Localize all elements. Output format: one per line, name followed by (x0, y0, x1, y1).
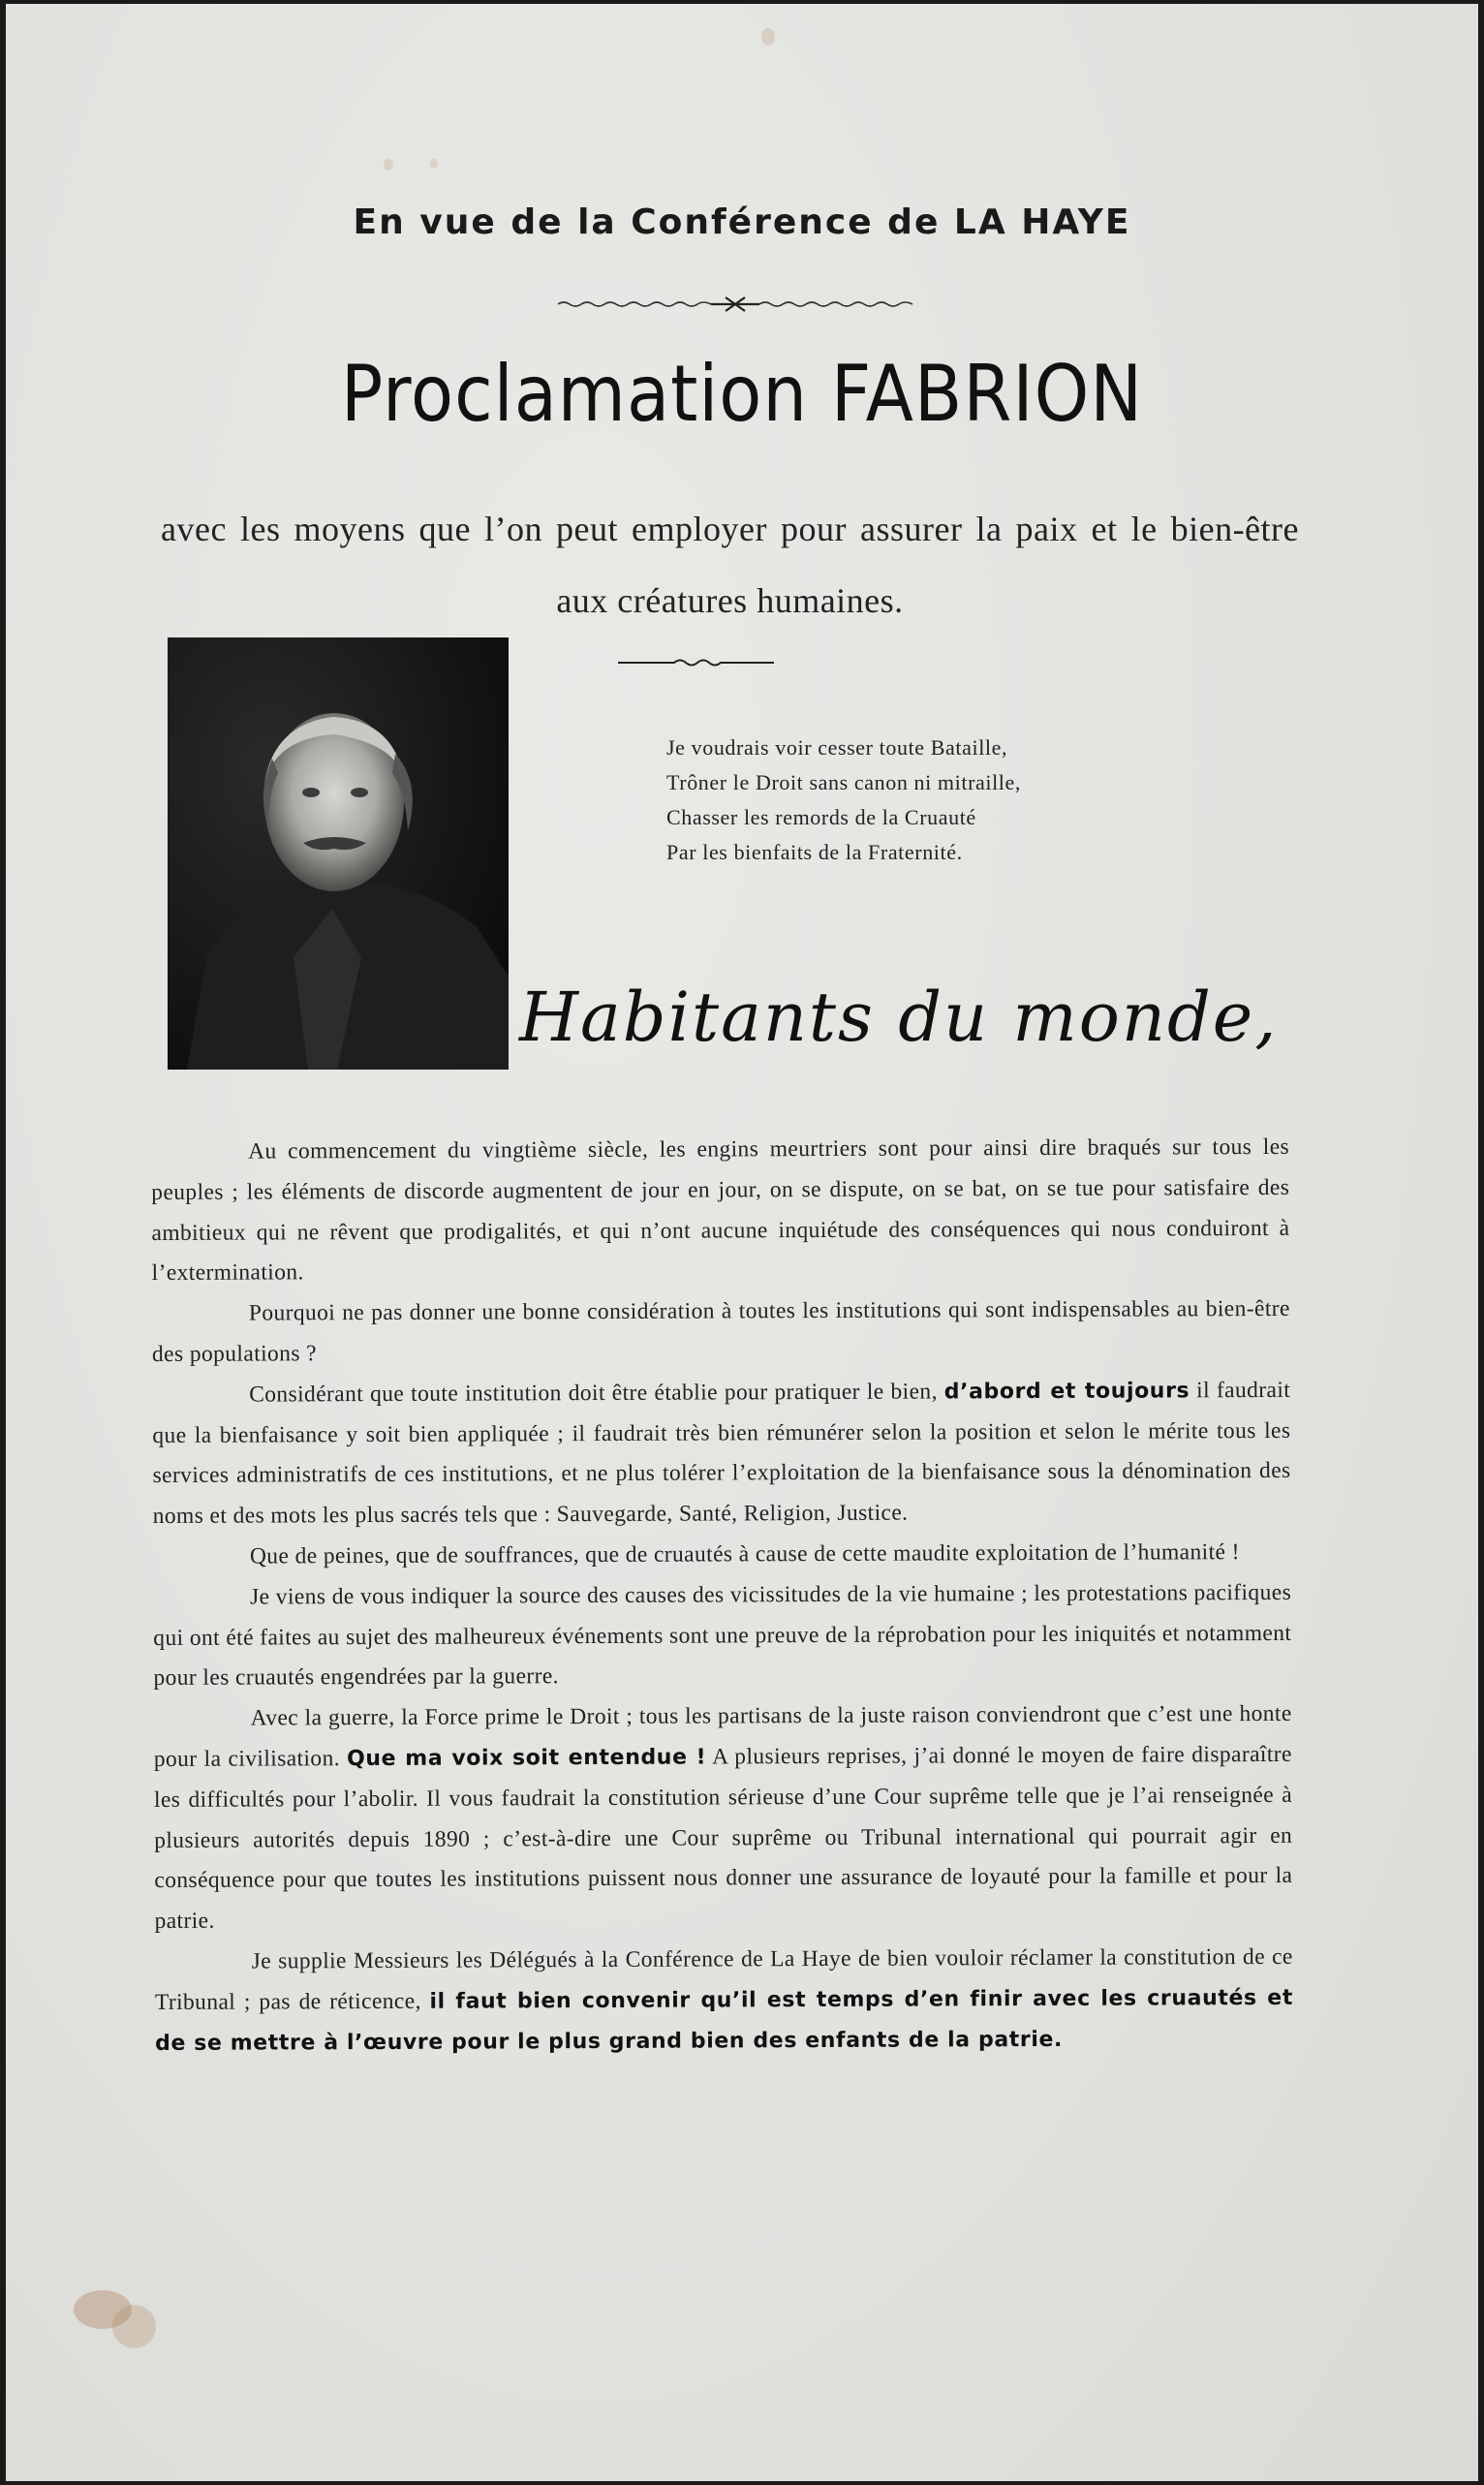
page-title: Proclamation FABRION (340, 347, 1144, 440)
poem-line: Trôner le Droit sans canon ni mitraille, (666, 770, 1021, 794)
paragraph-text: A plusieurs reprises, j’ai donné le moyen de faire disparaître les difficultés pour l’abolir. Il vous faudrait la constitution sérieuse d’une Cour suprême telle que je l’ai renseignée à plusieurs autorités depuis 1890 ; c’est-à-dire une Cour suprême ou Tribunal international qui pourrait agir en conséquence pour que toutes les institutions puissent nous donner une assurance de loyauté pour la famille et pour la patrie. (153, 1741, 1293, 1935)
paper-stain (430, 159, 438, 169)
document-page (6, 4, 1478, 2481)
paragraph-text: il faudrait que la bienfaisance y soit bien appliquée ; il faudrait très bien rémunérer selon la position et selon le mérite tous les services administratifs de ces institutions, et ne plus tolérer l’exploitation de la bienfaisance sous la dénomination des noms et des mots les plus sacrés tels que : Sauvegarde, Santé, Religion, Justice. (152, 1377, 1291, 1530)
portrait-photo (168, 637, 509, 1070)
paper-stain (112, 2305, 156, 2348)
poem-line: Chasser les remords de la Cruauté (666, 805, 976, 829)
section-heading: Habitants du monde, (519, 978, 1279, 1057)
paper-stain (384, 159, 393, 171)
paragraph-text: Considérant que toute institution doit être établie pour pratiquer le bien, (249, 1379, 938, 1408)
poem (666, 730, 1021, 870)
poem-line: Je voudrais voir cesser toute Bataille, (666, 735, 1008, 760)
paragraph-text: Je supplie Messieurs les Délégués à la Conférence de La Haye de bien vouloir réclamer la constitution de ce Tribunal ; pas de réticence, (154, 1943, 1293, 2015)
emphasis-text: Que ma voix soit entendue ! (347, 1745, 707, 1772)
paragraph: Au commencement du vingtième siècle, les engins meurtriers sont pour ainsi dire braqués sur tous les peuples ; les éléments de discorde augmentent de jour en jour, on se dispute, on se bat, on se tue pour satisfaire des ambitieux qui ne rêvent que prodigalités, et qui n’ont aucune inquiétude des conséquences qui nous conduiront à l’extermination. (151, 1134, 1290, 1287)
paragraph (154, 1694, 1293, 1942)
paragraph: Pourquoi ne pas donner une bonne considération à toutes les institutions qui sont indispensables au bien-être des populations ? (151, 1296, 1290, 1367)
ornament-divider-small (616, 655, 776, 670)
subtitle: avec les moyens que l’on peut employer pour assurer la paix et le bien-être aux créatures humaines. (161, 510, 1299, 620)
paragraph (155, 1938, 1294, 2065)
poem-line: Par les bienfaits de la Fraternité. (666, 840, 963, 864)
paper-stain (761, 28, 775, 46)
paragraph: Je viens de vous indiquer la source des causes des vicissitudes de la vie humaine ; les protestations pacifiques qui ont été faites au sujet des malheureux événements sont une preuve de la réprobation pour les iniquités et notamment pour les cruautés engendrées par la guerre. (153, 1579, 1292, 1692)
paragraph (152, 1371, 1291, 1538)
ornament-divider-top (556, 293, 914, 316)
pre-title: En vue de la Conférence de LA HAYE (353, 202, 1131, 242)
paragraph: Que de peines, que de souffrances, que de cruautés à cause de cette maudite exploitation de l’humanité ! (249, 1539, 1240, 1569)
body-text (151, 1128, 1293, 2064)
emphasis-text: d’abord et toujours (943, 1379, 1190, 1405)
paragraph-text: Avec la guerre, la Force prime le Droit ; tous les partisans de la juste raison conviendront que c’est une honte pour la civilisation. (153, 1701, 1292, 1772)
emphasis-text: il faut bien convenir qu’il est temps d’en finir avec les cruautés et de se mettre à l’œuvre pour le plus grand bien des enfants de la patrie. (155, 1985, 1293, 2056)
